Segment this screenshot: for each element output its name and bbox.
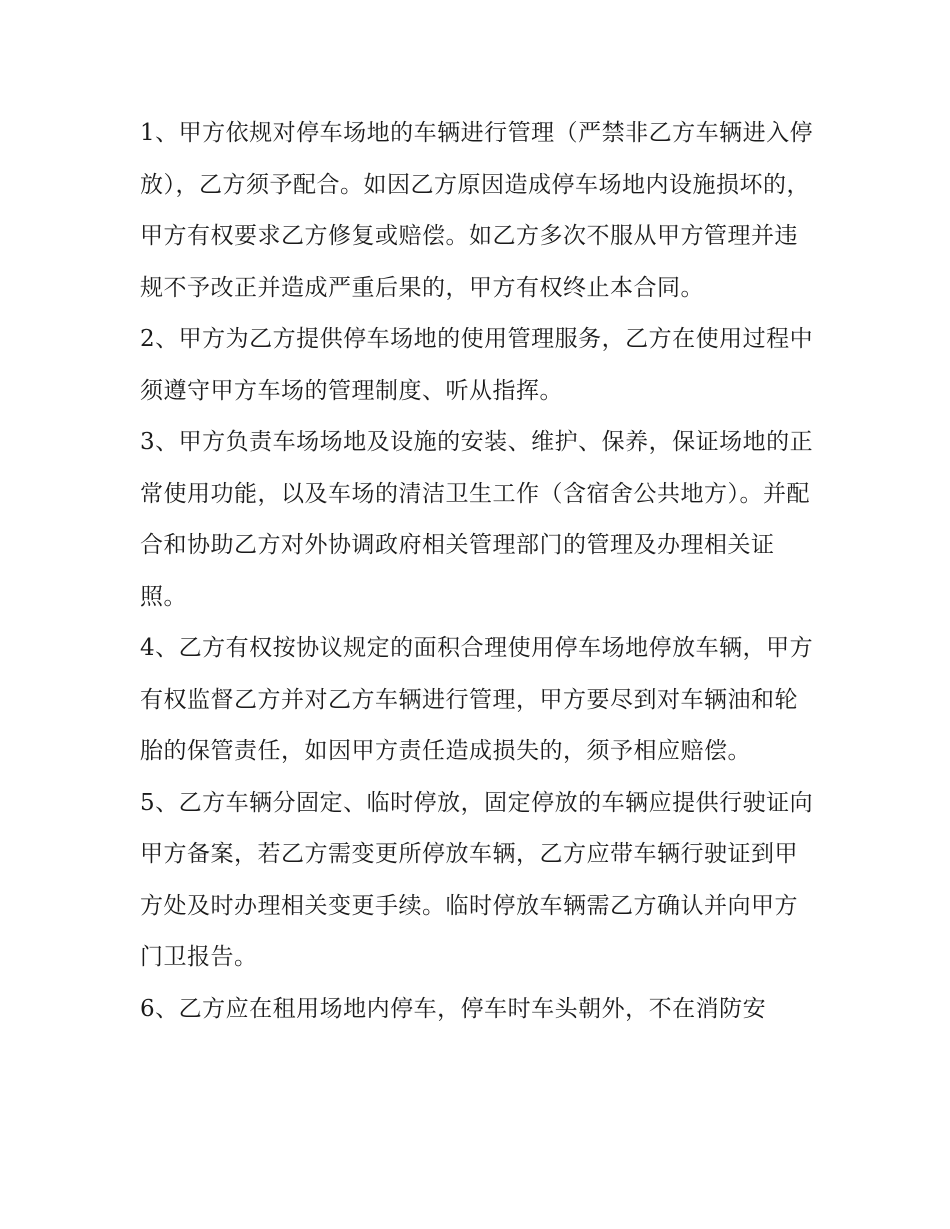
clause-5: 5、乙方车辆分固定、临时停放，固定停放的车辆应提供行驶证向甲方备案，若乙方需变更所停放车辆，乙方应带车辆行驶证到甲方处及时办理相关变更手续。临时停放车辆需乙方确认并向甲方门卫报告。 [140, 789, 814, 970]
clause-2: 2、甲方为乙方提供停车场地的使用管理服务，乙方在使用过程中须遵守甲方车场的管理制度、听从指挥。 [140, 326, 814, 404]
contract-clauses [140, 108, 820, 1035]
clause-6: 6、乙方应在租用场地内停车，停车时车头朝外，不在消防安 [140, 995, 767, 1022]
clause-3: 3、甲方负责车场场地及设施的安装、维护、保养，保证场地的正常使用功能，以及车场的清洁卫生工作（含宿舍公共地方）。并配合和协助乙方对外协调政府相关管理部门的管理及办理相关证照。 [140, 429, 814, 610]
clause-1: 1、甲方依规对停车场地的车辆进行管理（严禁非乙方车辆进入停放），乙方须予配合。如因乙方原因造成停车场地内设施损坏的，甲方有权要求乙方修复或赔偿。如乙方多次不服从甲方管理并违规不予改正并造成严重后果的，甲方有权终止本合同。 [140, 120, 814, 301]
clause-4: 4、乙方有权按协议规定的面积合理使用停车场地停放车辆，甲方有权监督乙方并对乙方车辆进行管理，甲方要尽到对车辆油和轮胎的保管责任，如因甲方责任造成损失的，须予相应赔偿。 [140, 635, 814, 764]
